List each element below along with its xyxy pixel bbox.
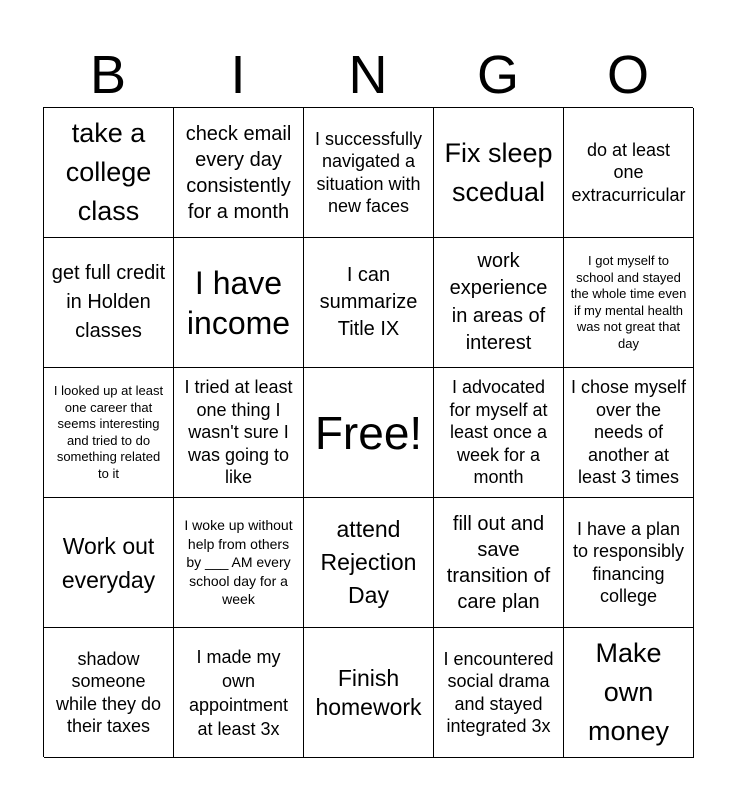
cell-text: attend Rejection Day — [320, 516, 417, 608]
header-letter-n: N — [348, 45, 388, 105]
bingo-cell[interactable] — [564, 108, 694, 238]
cell-text: Finish homework — [315, 664, 422, 720]
bingo-cell[interactable] — [434, 498, 564, 628]
cell-text: I looked up at least one career that seems interesting and tried to do something related to it — [53, 383, 164, 481]
cell-text: I encountered social drama and stayed integrated 3x — [443, 648, 554, 736]
bingo-cell[interactable] — [434, 238, 564, 368]
cell-text: I tried at least one thing I wasn't sure I was going to like — [184, 377, 293, 488]
cell-text: Make own money — [587, 638, 670, 746]
header-letter-o: O — [606, 45, 649, 105]
bingo-cell[interactable] — [434, 368, 564, 498]
cell-text: I woke up without help from others by ___ AM every school day for a week — [184, 517, 293, 608]
cell-text: check email every day consistently for a month — [185, 122, 292, 223]
bingo-cell[interactable] — [174, 108, 304, 238]
cell-text: Free! — [314, 406, 423, 459]
bingo-cell[interactable] — [304, 368, 434, 498]
bingo-cell[interactable] — [564, 498, 694, 628]
bingo-cell[interactable] — [564, 238, 694, 368]
cell-text: I successfully navigated a situation with new faces — [314, 128, 423, 216]
cell-text: take a college class — [65, 118, 152, 226]
bingo-cell[interactable] — [304, 108, 434, 238]
bingo-cell[interactable] — [174, 368, 304, 498]
cell-text: I can summarize Title IX — [319, 264, 418, 340]
bingo-cell[interactable] — [304, 238, 434, 368]
header-letter-b: B — [89, 45, 127, 105]
bingo-header — [43, 42, 693, 108]
header-letter-g: G — [476, 45, 519, 105]
bingo-cell[interactable] — [174, 238, 304, 368]
bingo-cell[interactable] — [174, 628, 304, 758]
cell-text: I got myself to school and stayed the whole time even if my mental health was not great that day — [570, 253, 687, 351]
bingo-cell[interactable] — [434, 628, 564, 758]
cell-text: I chose myself over the needs of another at least 3 times — [570, 377, 687, 488]
bingo-cell[interactable] — [44, 238, 174, 368]
cell-text: Work out everyday — [61, 532, 156, 593]
bingo-cell[interactable] — [44, 368, 174, 498]
cell-text: I made my own appointment at least 3x — [188, 646, 289, 739]
bingo-cell[interactable] — [44, 498, 174, 628]
cell-text: Fix sleep scedual — [444, 137, 553, 207]
bingo-card — [43, 107, 693, 757]
bingo-cell[interactable] — [564, 368, 694, 498]
bingo-cell[interactable] — [44, 108, 174, 238]
cell-text: I advocated for myself at least once a week for a month — [449, 377, 548, 488]
cell-text: shadow someone while they do their taxes — [55, 648, 162, 736]
bingo-cell[interactable] — [434, 108, 564, 238]
cell-text: work experience in areas of interest — [449, 249, 548, 354]
bingo-cell[interactable] — [304, 628, 434, 758]
cell-text: I have a plan to responsibly financing college — [572, 518, 685, 606]
bingo-cell[interactable] — [564, 628, 694, 758]
cell-text: I have income — [186, 264, 291, 341]
cell-text: do at least one extracurricular — [571, 139, 686, 205]
header-letter-i: I — [230, 45, 246, 105]
bingo-cell[interactable] — [44, 628, 174, 758]
cell-text: fill out and save transition of care plan — [446, 512, 551, 613]
bingo-cell[interactable] — [174, 498, 304, 628]
cell-text: get full credit in Holden classes — [51, 262, 166, 342]
bingo-cell[interactable] — [304, 498, 434, 628]
